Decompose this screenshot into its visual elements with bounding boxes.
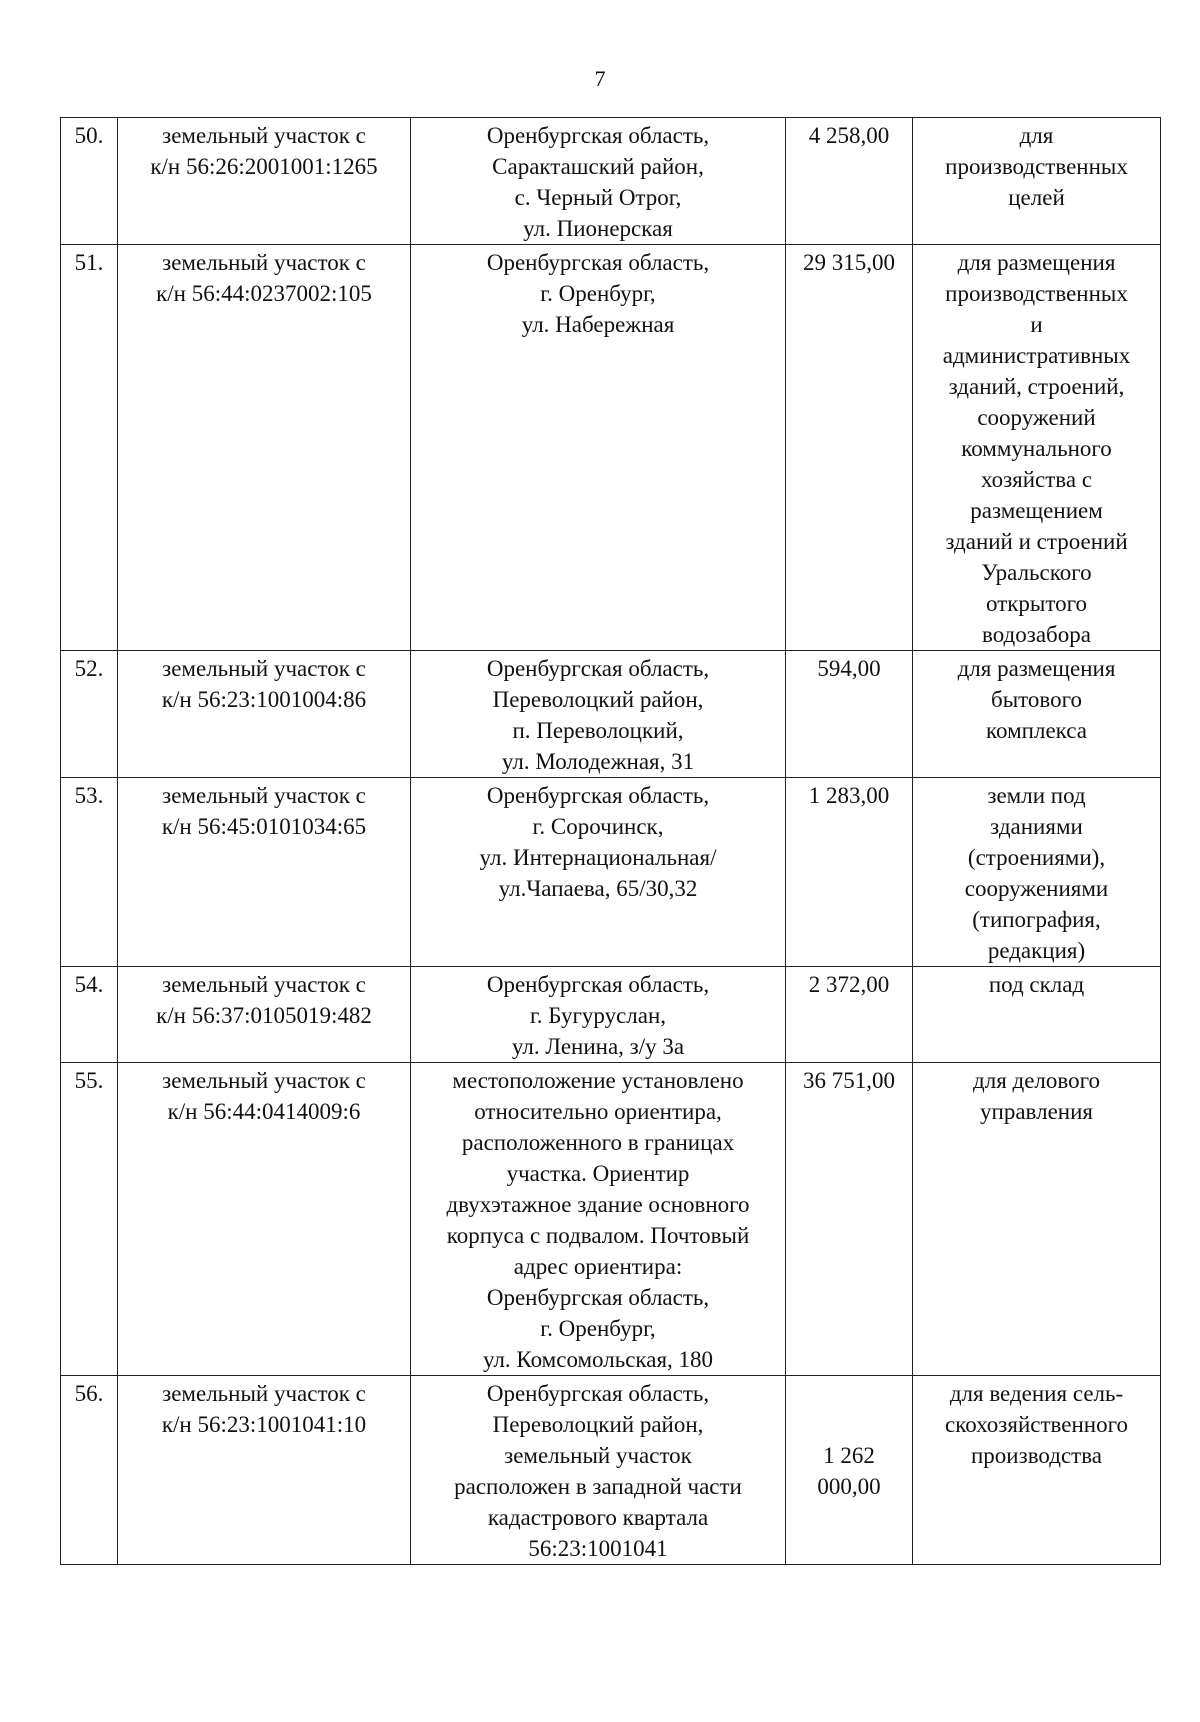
use-cell-line: скохозяйственного [945,1412,1128,1437]
object-cell [118,1063,411,1376]
address-cell-line: участка. Ориентир [506,1161,690,1186]
use-cell [913,245,1161,651]
address-cell-line: Оренбургская область, [486,972,710,997]
object-cell [118,651,411,778]
row-number: 54. [61,967,118,1063]
address-cell-line: Оренбургская область, [486,1381,710,1406]
table-row [61,1376,1161,1565]
object-cell [118,1376,411,1565]
address-cell-line: с. Черный Отрог, [514,185,682,210]
address-cell-line: Оренбургская область, [486,1285,710,1310]
address-cell-line: Саракташский район, [492,154,704,179]
area-cell [786,1063,913,1376]
table-row [61,1063,1161,1376]
address-cell [411,967,786,1063]
row-number: 56. [61,1376,118,1565]
use-cell-line: для размещения [957,250,1116,275]
object-cell-line: к/н 56:44:0414009:6 [167,1099,361,1124]
address-cell-line: Переволоцкий район, [492,687,704,712]
area-cell-line: 4 258,00 [808,123,890,148]
area-cell-line: 29 315,00 [803,250,895,275]
use-cell [913,1376,1161,1565]
address-cell [411,118,786,245]
area-cell [786,245,913,651]
use-cell-line: производственных [945,154,1128,179]
address-cell-line: корпуса с подвалом. Почтовый [446,1223,750,1248]
area-cell-line: 36 751,00 [803,1068,895,1093]
address-cell [411,1063,786,1376]
use-cell-line: производственных [945,281,1128,306]
row-number: 55. [61,1063,118,1376]
object-cell-line: к/н 56:23:1001004:86 [161,687,367,712]
use-cell-line: хозяйства с [980,467,1093,492]
use-cell-line: зданиями [990,814,1083,839]
use-cell-line: открытого [986,591,1087,616]
land-plots-table [60,117,1161,1565]
address-cell-line: г. Бугуруслан, [529,1003,667,1028]
table-row [61,245,1161,651]
address-cell-line: ул. Комсомольская, 180 [482,1347,714,1372]
page-number: 7 [594,66,606,91]
object-cell-line: земельный участок с [162,783,366,808]
use-cell-line: коммунального [961,436,1112,461]
use-cell-line: и [1030,312,1043,337]
address-cell-line: относительно ориентира, [474,1099,722,1124]
address-cell-line: 56:23:1001041 [528,1536,668,1561]
use-cell-line: для делового [973,1068,1100,1093]
use-cell-line: для [1019,123,1054,148]
address-cell [411,1376,786,1565]
use-cell-line: комплекса [986,718,1087,743]
use-cell [913,651,1161,778]
use-cell-line: для размещения [957,656,1116,681]
object-cell-line: к/н 56:37:0105019:482 [156,1003,372,1028]
object-cell-line: к/н 56:23:1001041:10 [161,1412,367,1437]
object-cell [118,778,411,967]
address-cell-line: г. Оренбург, [540,1316,656,1341]
address-cell [411,651,786,778]
address-cell-line: ул. Молодежная, 31 [501,749,695,774]
use-cell-line: земли под [987,783,1086,808]
table-row [61,118,1161,245]
use-cell-line: Уральского [981,560,1092,585]
address-cell-line: ул.Чапаева, 65/30,32 [498,876,698,901]
use-cell-line: под склад [988,972,1085,997]
address-cell-line: г. Оренбург, [540,281,656,306]
object-cell [118,245,411,651]
table-body [61,118,1161,1565]
object-cell-line: к/н 56:45:0101034:65 [161,814,367,839]
address-cell-line: г. Сорочинск, [532,814,664,839]
area-cell [786,651,913,778]
use-cell-line: сооружениями [964,876,1109,901]
address-cell-line: Оренбургская область, [486,783,710,808]
use-cell-line: управления [980,1099,1093,1124]
address-cell-line: Оренбургская область, [486,656,710,681]
use-cell-line: бытового [991,687,1082,712]
row-number: 53. [61,778,118,967]
use-cell-line: зданий и строений [945,529,1128,554]
address-cell-line: ул. Ленина, з/у 3а [511,1034,685,1059]
use-cell-line: производства [971,1443,1102,1468]
address-cell-line: п. Переволоцкий, [512,718,684,743]
area-cell-line: 594,00 [817,656,881,681]
address-cell-line: Оренбургская область, [486,123,710,148]
object-cell-line: земельный участок с [162,123,366,148]
object-cell-line: земельный участок с [162,656,366,681]
use-cell-line: сооружений [977,405,1096,430]
table-row [61,651,1161,778]
use-cell [913,967,1161,1063]
use-cell [913,118,1161,245]
use-cell [913,778,1161,967]
address-cell [411,245,786,651]
address-cell-line: местоположение установлено [452,1068,744,1093]
area-cell-line: 1 283,00 [808,783,890,808]
use-cell-line: целей [1008,185,1065,210]
use-cell-line: зданий, строений, [948,374,1125,399]
area-cell-line: 2 372,00 [808,972,890,997]
object-cell-line: земельный участок с [162,972,366,997]
address-cell-line: земельный участок [504,1443,692,1468]
area-cell-line: 000,00 [817,1474,881,1499]
row-number: 50. [61,118,118,245]
object-cell-line: земельный участок с [162,1068,366,1093]
row-number: 51. [61,245,118,651]
area-cell [786,1376,913,1565]
use-cell-line: для ведения сель- [949,1381,1124,1406]
use-cell-line: редакция) [987,938,1086,963]
object-cell [118,967,411,1063]
use-cell-line: административных [942,343,1131,368]
address-cell-line: ул. Пионерская [523,216,673,241]
address-cell-line: адрес ориентира: [513,1254,683,1279]
address-cell-line: двухэтажное здание основного [446,1192,750,1217]
address-cell [411,778,786,967]
use-cell-line: водозабора [982,622,1091,647]
object-cell-line: к/н 56:26:2001001:1265 [150,154,378,179]
table-row [61,778,1161,967]
address-cell-line: ул. Набережная [521,312,675,337]
object-cell-line: к/н 56:44:0237002:105 [156,281,372,306]
use-cell-line: (типография, [972,907,1101,932]
address-cell-line: ул. Интернациональная/ [479,845,717,870]
area-cell-line: 1 262 [823,1443,875,1468]
row-number: 52. [61,651,118,778]
table-row [61,967,1161,1063]
area-cell [786,778,913,967]
object-cell-line: земельный участок с [162,1381,366,1406]
address-cell-line: Переволоцкий район, [492,1412,704,1437]
area-cell [786,118,913,245]
address-cell-line: расположенного в границах [461,1130,735,1155]
area-cell [786,967,913,1063]
use-cell-line: размещением [970,498,1103,523]
object-cell [118,118,411,245]
use-cell-line: (строениями), [967,845,1106,870]
use-cell [913,1063,1161,1376]
address-cell-line: Оренбургская область, [486,250,710,275]
address-cell-line: кадастрового квартала [487,1505,709,1530]
object-cell-line: земельный участок с [162,250,366,275]
address-cell-line: расположен в западной части [454,1474,742,1499]
